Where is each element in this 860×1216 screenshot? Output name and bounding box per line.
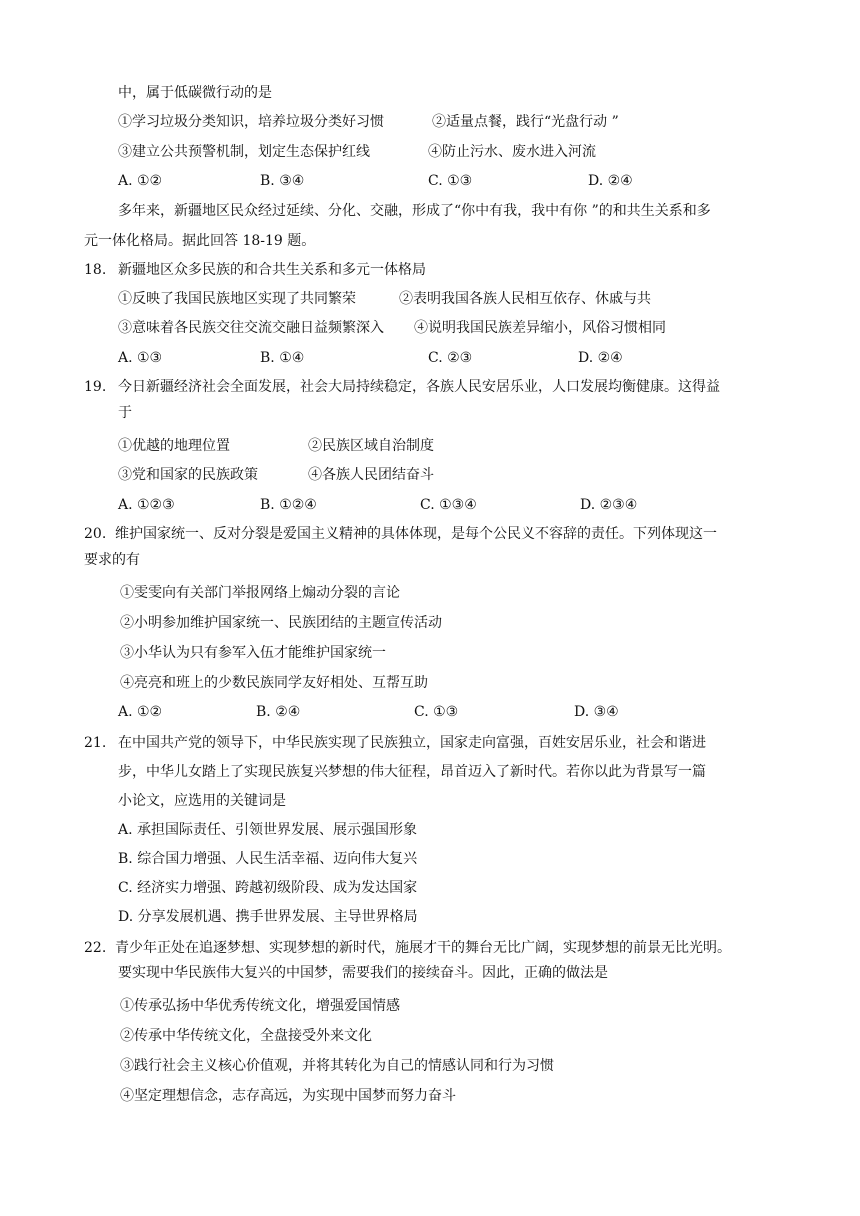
question-22-number: 22. [84, 940, 107, 956]
question-17-statement-3: ③建立公共预警机制，划定生态保护红线 [118, 144, 370, 160]
question-20-stem-line-2: 要求的有 [84, 552, 140, 568]
question-17-statement-4: ④防止污水、废水进入河流 [428, 144, 596, 160]
question-19-statement-4: ④各族人民团结奋斗 [308, 467, 434, 483]
question-19-stem-line-1: 今日新疆经济社会全面发展，社会大局持续稳定，各族人民安居乐业，人口发展均衡健康。这得益 [118, 379, 720, 395]
question-17-option-c[interactable]: C. ①③ [428, 173, 473, 189]
question-20-options [118, 702, 738, 722]
question-19-number: 19. [84, 379, 107, 395]
question-21-option-d[interactable]: D. 分享发展机遇、携手世界发展、主导世界格局 [118, 909, 418, 925]
question-20-option-a[interactable]: A. ①② [118, 704, 163, 720]
question-18-option-d[interactable]: D. ②④ [578, 350, 623, 366]
question-21-stem-line-3: 小论文，应选用的关键词是 [118, 793, 286, 809]
question-20-statement-4: ④亮亮和班上的少数民族同学友好相处、互帮互助 [120, 675, 428, 691]
question-21-stem-line-2: 步，中华儿女踏上了实现民族复兴梦想的伟大征程，昂首迈入了新时代。若你以此为背景写一篇 [118, 764, 706, 780]
question-22-statement-4: ④坚定理想信念，志存高远，为实现中国梦而努力奋斗 [120, 1088, 456, 1104]
question-17-options [118, 171, 738, 191]
passage-intro-line-2: 元一体化格局。据此回答 18-19 题。 [84, 233, 316, 249]
question-22-stem-line-1: 青少年正处在追逐梦想、实现梦想的新时代，施展才干的舞台无比广阔，实现梦想的前景无比光明。 [115, 940, 731, 956]
question-17-option-b[interactable]: B. ③④ [260, 173, 305, 189]
question-17-stem-continued: 中，属于低碳微行动的是 [118, 85, 272, 101]
question-18-statement-4: ④说明我国民族差异缩小，风俗习惯相同 [414, 320, 666, 336]
question-18-stem: 新疆地区众多民族的和合共生关系和多元一体格局 [118, 262, 426, 278]
question-20-statement-1: ①雯雯向有关部门举报网络上煽动分裂的言论 [120, 585, 400, 601]
question-21-option-a[interactable]: A. 承担国际责任、引领世界发展、展示强国形象 [118, 822, 418, 838]
question-20-option-c[interactable]: C. ①③ [414, 704, 459, 720]
passage-intro-line-1: 多年来，新疆地区民众经过延续、分化、交融，形成了“你中有我，我中有你 ”的和共生关系和多 [118, 203, 711, 219]
question-20-number: 20. [84, 526, 107, 542]
question-18-statement-1: ①反映了我国民族地区实现了共同繁荣 [118, 291, 356, 307]
question-21-option-c[interactable]: C. 经济实力增强、跨越初级阶段、成为发达国家 [118, 880, 418, 896]
question-20-option-d[interactable]: D. ③④ [574, 704, 619, 720]
question-18-number: 18. [84, 262, 107, 278]
question-19-statement-1: ①优越的地理位置 [118, 438, 230, 454]
question-22-statement-1: ①传承弘扬中华优秀传统文化，增强爱国情感 [120, 998, 400, 1014]
question-17-option-d[interactable]: D. ②④ [588, 173, 633, 189]
question-17-statement-2: ②适量点餐，践行“光盘行动 ” [432, 114, 619, 130]
question-22-statement-3: ③践行社会主义核心价值观，并将其转化为自己的情感认同和行为习惯 [120, 1058, 554, 1074]
question-21-number: 21. [84, 735, 107, 751]
question-19-option-d[interactable]: D. ②③④ [580, 497, 638, 513]
question-18-option-c[interactable]: C. ②③ [428, 350, 473, 366]
question-21-option-b[interactable]: B. 综合国力增强、人民生活幸福、迈向伟大复兴 [118, 851, 418, 867]
question-20-statement-3: ③小华认为只有参军入伍才能维护国家统一 [120, 645, 386, 661]
question-18-statement-2: ②表明我国各族人民相互依存、休戚与共 [399, 291, 651, 307]
question-19-option-c[interactable]: C. ①③④ [420, 497, 477, 513]
question-22-stem-line-2: 要实现中华民族伟大复兴的中国梦，需要我们的接续奋斗。因此，正确的做法是 [118, 965, 608, 981]
question-19-statement-3: ③党和国家的民族政策 [118, 467, 258, 483]
question-17-statement-1: ①学习垃圾分类知识，培养垃圾分类好习惯 [118, 114, 384, 130]
question-20-option-b[interactable]: B. ②④ [256, 704, 301, 720]
question-20-stem-line-1: 维护国家统一、反对分裂是爱国主义精神的具体体现，是每个公民义不容辞的责任。下列体现这一 [115, 526, 717, 542]
question-20-statement-2: ②小明参加维护国家统一、民族团结的主题宣传活动 [120, 615, 442, 631]
question-17-option-a[interactable]: A. ①② [118, 173, 163, 189]
question-21-stem-line-1: 在中国共产党的领导下，中华民族实现了民族独立，国家走向富强，百姓安居乐业，社会和谐进 [118, 735, 706, 751]
question-22-statement-2: ②传承中华传统文化，全盘接受外来文化 [120, 1028, 372, 1044]
question-18-option-b[interactable]: B. ①④ [260, 350, 305, 366]
question-19-stem-line-2: 于 [118, 405, 132, 421]
question-18-option-a[interactable]: A. ①③ [118, 350, 163, 366]
question-18-options [118, 348, 738, 368]
question-19-option-a[interactable]: A. ①②③ [118, 497, 175, 513]
question-18-statement-3: ③意味着各民族交往交流交融日益频繁深入 [118, 320, 384, 336]
question-19-options [118, 495, 738, 515]
question-19-statement-2: ②民族区域自治制度 [308, 438, 434, 454]
question-19-option-b[interactable]: B. ①②④ [260, 497, 317, 513]
